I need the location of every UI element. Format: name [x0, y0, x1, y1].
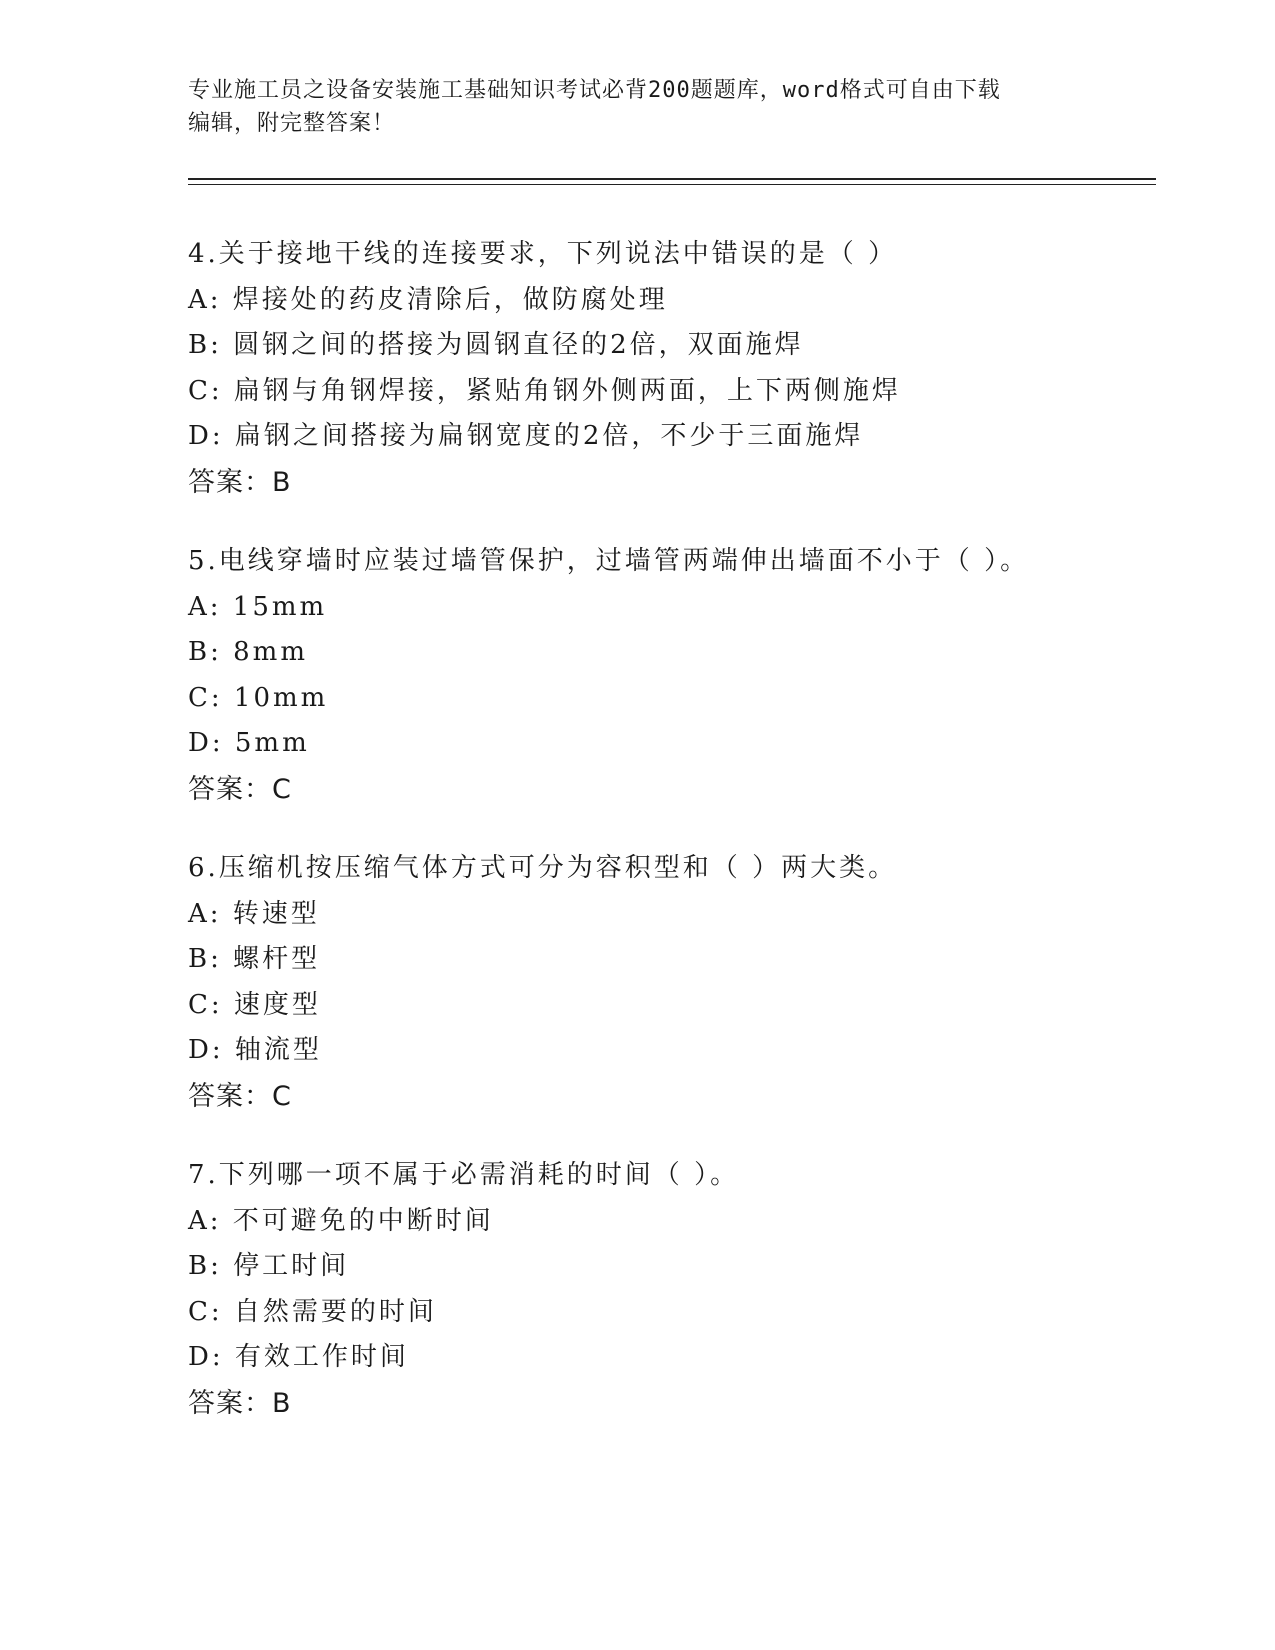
option-b: B: 停工时间	[188, 1251, 350, 1281]
question-4	[188, 232, 1148, 505]
question-stem: 4.关于接地干线的连接要求，下列说法中错误的是（ ）	[188, 239, 898, 269]
question-5	[188, 539, 1148, 812]
header-divider-top	[188, 178, 1156, 180]
option-a: A: 不可避免的中断时间	[188, 1205, 494, 1236]
question-stem: 6.压缩机按压缩气体方式可分为容积型和（ ）两大类。	[188, 853, 898, 883]
option-a: A: 转速型	[188, 898, 320, 929]
option-b: B: 螺杆型	[188, 944, 321, 974]
option-d: D: 轴流型	[188, 1035, 322, 1065]
option-c: C: 速度型	[188, 989, 321, 1020]
option-c: C: 自然需要的时间	[188, 1296, 437, 1327]
answer-line: 答案：C	[188, 1080, 292, 1112]
header-divider-bottom	[188, 184, 1156, 185]
option-b: B: 8mm	[188, 637, 308, 667]
option-a: A: 焊接处的药皮清除后，做防腐处理	[188, 284, 668, 315]
option-d: D: 扁钢之间搭接为扁钢宽度的2倍，不少于三面施焊	[188, 421, 864, 451]
header-title-line-2: 编辑，附完整答案！	[188, 111, 396, 136]
answer-line: 答案：B	[188, 1387, 292, 1419]
option-a: A: 15mm	[188, 591, 328, 622]
answer-line: 答案：B	[188, 466, 292, 498]
option-d: D: 有效工作时间	[188, 1342, 409, 1372]
header-title-line-1: 专业施工员之设备安装施工基础知识考试必背200题题库，word格式可自由下载	[188, 78, 1001, 103]
answer-line: 答案：C	[188, 773, 292, 805]
option-c: C: 扁钢与角钢焊接，紧贴角钢外侧两面，上下两侧施焊	[188, 375, 901, 406]
question-stem: 7.下列哪一项不属于必需消耗的时间（ ）。	[188, 1160, 740, 1190]
option-d: D: 5mm	[188, 728, 310, 758]
document-header	[188, 74, 1068, 140]
option-b: B: 圆钢之间的搭接为圆钢直径的2倍，双面施焊	[188, 330, 804, 360]
question-list	[188, 232, 1148, 1460]
question-6	[188, 846, 1148, 1119]
question-7	[188, 1153, 1148, 1426]
option-c: C: 10mm	[188, 682, 329, 713]
question-stem: 5.电线穿墙时应装过墙管保护，过墙管两端伸出墙面不小于（ ）。	[188, 546, 1030, 576]
